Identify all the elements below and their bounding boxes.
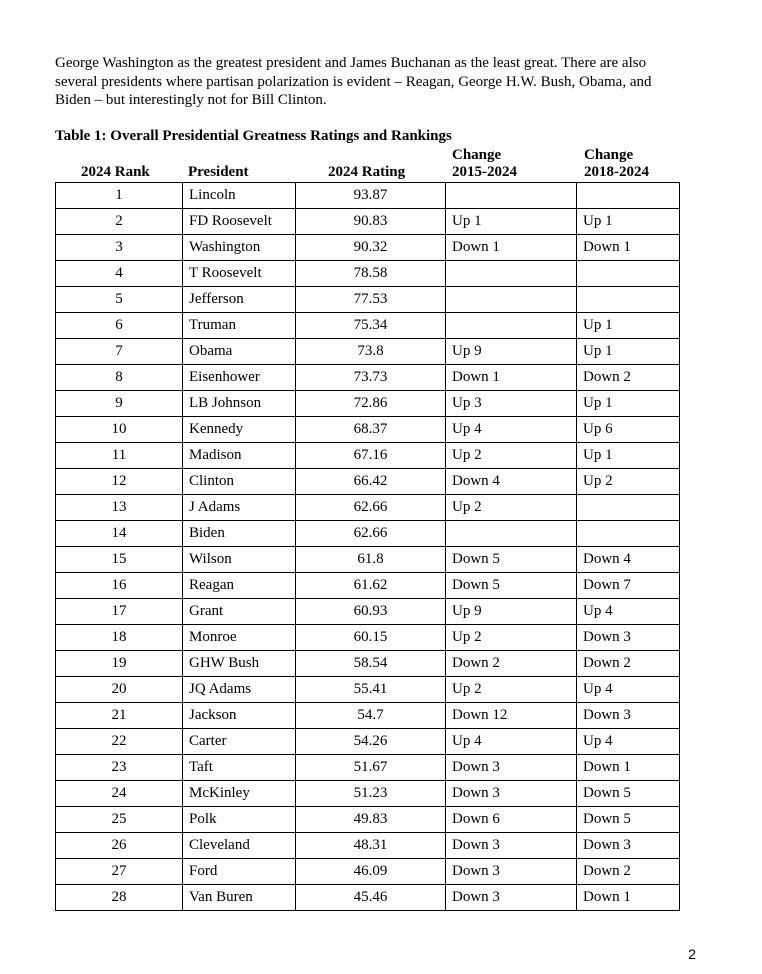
rating-cell: 73.73 (296, 365, 446, 391)
table-row (56, 677, 680, 703)
rating-cell: 66.42 (296, 469, 446, 495)
rank-cell: 14 (56, 521, 183, 547)
change-2018-2024-cell: Down 1 (577, 755, 680, 781)
page-number: 2 (688, 946, 696, 962)
table-row (56, 287, 680, 313)
rank-cell: 1 (56, 183, 183, 209)
change-2015-2024-cell: Down 3 (446, 781, 577, 807)
rank-cell: 7 (56, 339, 183, 365)
president-cell: Madison (183, 443, 296, 469)
rating-cell: 68.37 (296, 417, 446, 443)
change-2018-2024-cell: Up 4 (577, 677, 680, 703)
change-2018-2024-cell (577, 261, 680, 287)
table-row (56, 235, 680, 261)
rank-cell: 23 (56, 755, 183, 781)
change-2018-2024-cell: Down 2 (577, 365, 680, 391)
change-2018-2024-cell: Down 7 (577, 573, 680, 599)
rank-cell: 13 (56, 495, 183, 521)
table-row (56, 599, 680, 625)
header-change-label: Change (584, 147, 634, 163)
change-2018-2024-cell (577, 521, 680, 547)
change-2018-2024-cell (577, 183, 680, 209)
rating-cell: 73.8 (296, 339, 446, 365)
change-2015-2024-cell: Up 2 (446, 625, 577, 651)
intro-line: George Washington as the greatest president and James Buchanan as the least great. There are also (55, 55, 647, 71)
rankings-table (55, 182, 680, 911)
change-2018-2024-cell: Up 1 (577, 313, 680, 339)
rank-cell: 15 (56, 547, 183, 573)
change-2015-2024-cell: Down 3 (446, 833, 577, 859)
change-2015-2024-cell: Up 4 (446, 729, 577, 755)
table-row (56, 209, 680, 235)
rating-cell: 61.62 (296, 573, 446, 599)
intro-line: Biden – but interestingly not for Bill Clinton. (55, 92, 327, 108)
table-row (56, 573, 680, 599)
rating-cell: 75.34 (296, 313, 446, 339)
rating-cell: 51.23 (296, 781, 446, 807)
change-2018-2024-cell (577, 495, 680, 521)
change-2018-2024-cell: Down 1 (577, 885, 680, 911)
header-change-period: 2018-2024 (584, 164, 649, 180)
rank-cell: 19 (56, 651, 183, 677)
rank-cell: 26 (56, 833, 183, 859)
rank-cell: 8 (56, 365, 183, 391)
header-rating: 2024 Rating (328, 164, 406, 180)
rank-cell: 22 (56, 729, 183, 755)
rankings-table-body (56, 183, 680, 911)
rating-cell: 90.83 (296, 209, 446, 235)
president-cell: Monroe (183, 625, 296, 651)
rank-cell: 10 (56, 417, 183, 443)
change-2018-2024-cell: Down 1 (577, 235, 680, 261)
change-2018-2024-cell: Down 2 (577, 651, 680, 677)
rating-cell: 54.26 (296, 729, 446, 755)
change-2015-2024-cell: Down 3 (446, 859, 577, 885)
table-row (56, 781, 680, 807)
table-row (56, 521, 680, 547)
rank-cell: 25 (56, 807, 183, 833)
president-cell: Cleveland (183, 833, 296, 859)
table-row (56, 469, 680, 495)
table-row (56, 495, 680, 521)
table-row (56, 417, 680, 443)
table-row (56, 365, 680, 391)
table-row (56, 547, 680, 573)
change-2015-2024-cell: Down 3 (446, 755, 577, 781)
president-cell: T Roosevelt (183, 261, 296, 287)
change-2018-2024-cell: Up 1 (577, 443, 680, 469)
president-cell: Grant (183, 599, 296, 625)
president-cell: GHW Bush (183, 651, 296, 677)
rating-cell: 62.66 (296, 521, 446, 547)
president-cell: Washington (183, 235, 296, 261)
rank-cell: 2 (56, 209, 183, 235)
rating-cell: 90.32 (296, 235, 446, 261)
change-2015-2024-cell (446, 521, 577, 547)
rating-cell: 61.8 (296, 547, 446, 573)
change-2015-2024-cell: Up 3 (446, 391, 577, 417)
president-cell: JQ Adams (183, 677, 296, 703)
table-row (56, 443, 680, 469)
president-cell: Obama (183, 339, 296, 365)
president-cell: McKinley (183, 781, 296, 807)
change-2015-2024-cell: Down 6 (446, 807, 577, 833)
rating-cell: 45.46 (296, 885, 446, 911)
table-row (56, 625, 680, 651)
change-2018-2024-cell: Down 3 (577, 703, 680, 729)
change-2015-2024-cell (446, 261, 577, 287)
change-2018-2024-cell: Down 5 (577, 781, 680, 807)
table-row (56, 261, 680, 287)
change-2015-2024-cell (446, 313, 577, 339)
header-change-2015-2024 (452, 147, 517, 181)
rating-cell: 78.58 (296, 261, 446, 287)
table-row (56, 313, 680, 339)
table-title: Table 1: Overall Presidential Greatness Ratings and Rankings (55, 128, 452, 144)
change-2018-2024-cell: Down 4 (577, 547, 680, 573)
change-2018-2024-cell: Up 2 (577, 469, 680, 495)
change-2015-2024-cell: Up 2 (446, 677, 577, 703)
rank-cell: 3 (56, 235, 183, 261)
rating-cell: 54.7 (296, 703, 446, 729)
table-row (56, 833, 680, 859)
president-cell: Eisenhower (183, 365, 296, 391)
change-2015-2024-cell: Up 1 (446, 209, 577, 235)
change-2015-2024-cell: Down 12 (446, 703, 577, 729)
table-row (56, 183, 680, 209)
change-2018-2024-cell: Up 1 (577, 339, 680, 365)
header-president: President (188, 164, 249, 180)
change-2018-2024-cell: Up 4 (577, 599, 680, 625)
change-2018-2024-cell: Up 6 (577, 417, 680, 443)
rank-cell: 24 (56, 781, 183, 807)
rating-cell: 49.83 (296, 807, 446, 833)
president-cell: Jackson (183, 703, 296, 729)
rank-cell: 12 (56, 469, 183, 495)
president-cell: Lincoln (183, 183, 296, 209)
president-cell: Polk (183, 807, 296, 833)
rating-cell: 62.66 (296, 495, 446, 521)
table-row (56, 807, 680, 833)
rank-cell: 20 (56, 677, 183, 703)
rank-cell: 4 (56, 261, 183, 287)
rating-cell: 93.87 (296, 183, 446, 209)
rank-cell: 28 (56, 885, 183, 911)
rating-cell: 67.16 (296, 443, 446, 469)
change-2018-2024-cell (577, 287, 680, 313)
header-change-label: Change (452, 147, 502, 163)
table-row (56, 703, 680, 729)
rank-cell: 9 (56, 391, 183, 417)
president-cell: J Adams (183, 495, 296, 521)
intro-paragraph (55, 54, 705, 110)
change-2015-2024-cell: Up 9 (446, 339, 577, 365)
header-change-2018-2024 (584, 147, 649, 181)
change-2018-2024-cell: Down 3 (577, 833, 680, 859)
president-cell: FD Roosevelt (183, 209, 296, 235)
change-2018-2024-cell: Down 2 (577, 859, 680, 885)
change-2015-2024-cell: Up 9 (446, 599, 577, 625)
table-row (56, 885, 680, 911)
change-2015-2024-cell: Up 2 (446, 443, 577, 469)
change-2015-2024-cell: Down 5 (446, 573, 577, 599)
president-cell: Carter (183, 729, 296, 755)
rating-cell: 48.31 (296, 833, 446, 859)
header-change-period: 2015-2024 (452, 164, 517, 180)
president-cell: Truman (183, 313, 296, 339)
intro-line: several presidents where partisan polarization is evident – Reagan, George H.W. Bush, Obama, and (55, 73, 652, 90)
change-2015-2024-cell: Up 4 (446, 417, 577, 443)
rating-cell: 46.09 (296, 859, 446, 885)
change-2015-2024-cell: Up 2 (446, 495, 577, 521)
header-rank: 2024 Rank (81, 164, 150, 180)
rank-cell: 11 (56, 443, 183, 469)
change-2018-2024-cell: Down 5 (577, 807, 680, 833)
rating-cell: 72.86 (296, 391, 446, 417)
president-cell: Van Buren (183, 885, 296, 911)
table-row (56, 651, 680, 677)
president-cell: Ford (183, 859, 296, 885)
president-cell: Reagan (183, 573, 296, 599)
change-2015-2024-cell (446, 183, 577, 209)
president-cell: Kennedy (183, 417, 296, 443)
change-2015-2024-cell: Down 3 (446, 885, 577, 911)
rank-cell: 16 (56, 573, 183, 599)
rating-cell: 51.67 (296, 755, 446, 781)
rating-cell: 77.53 (296, 287, 446, 313)
rating-cell: 60.15 (296, 625, 446, 651)
rank-cell: 18 (56, 625, 183, 651)
rank-cell: 5 (56, 287, 183, 313)
rating-cell: 60.93 (296, 599, 446, 625)
change-2015-2024-cell: Down 2 (446, 651, 577, 677)
rank-cell: 27 (56, 859, 183, 885)
table-row (56, 755, 680, 781)
rank-cell: 6 (56, 313, 183, 339)
table-row (56, 339, 680, 365)
rating-cell: 55.41 (296, 677, 446, 703)
change-2018-2024-cell: Up 1 (577, 209, 680, 235)
president-cell: Wilson (183, 547, 296, 573)
change-2015-2024-cell: Down 1 (446, 235, 577, 261)
table-row (56, 859, 680, 885)
change-2015-2024-cell (446, 287, 577, 313)
change-2018-2024-cell: Down 3 (577, 625, 680, 651)
president-cell: Biden (183, 521, 296, 547)
change-2015-2024-cell: Down 1 (446, 365, 577, 391)
president-cell: LB Johnson (183, 391, 296, 417)
change-2018-2024-cell: Up 4 (577, 729, 680, 755)
president-cell: Taft (183, 755, 296, 781)
table-row (56, 729, 680, 755)
rank-cell: 21 (56, 703, 183, 729)
president-cell: Jefferson (183, 287, 296, 313)
change-2015-2024-cell: Down 5 (446, 547, 577, 573)
table-row (56, 391, 680, 417)
change-2018-2024-cell: Up 1 (577, 391, 680, 417)
president-cell: Clinton (183, 469, 296, 495)
rating-cell: 58.54 (296, 651, 446, 677)
change-2015-2024-cell: Down 4 (446, 469, 577, 495)
rank-cell: 17 (56, 599, 183, 625)
